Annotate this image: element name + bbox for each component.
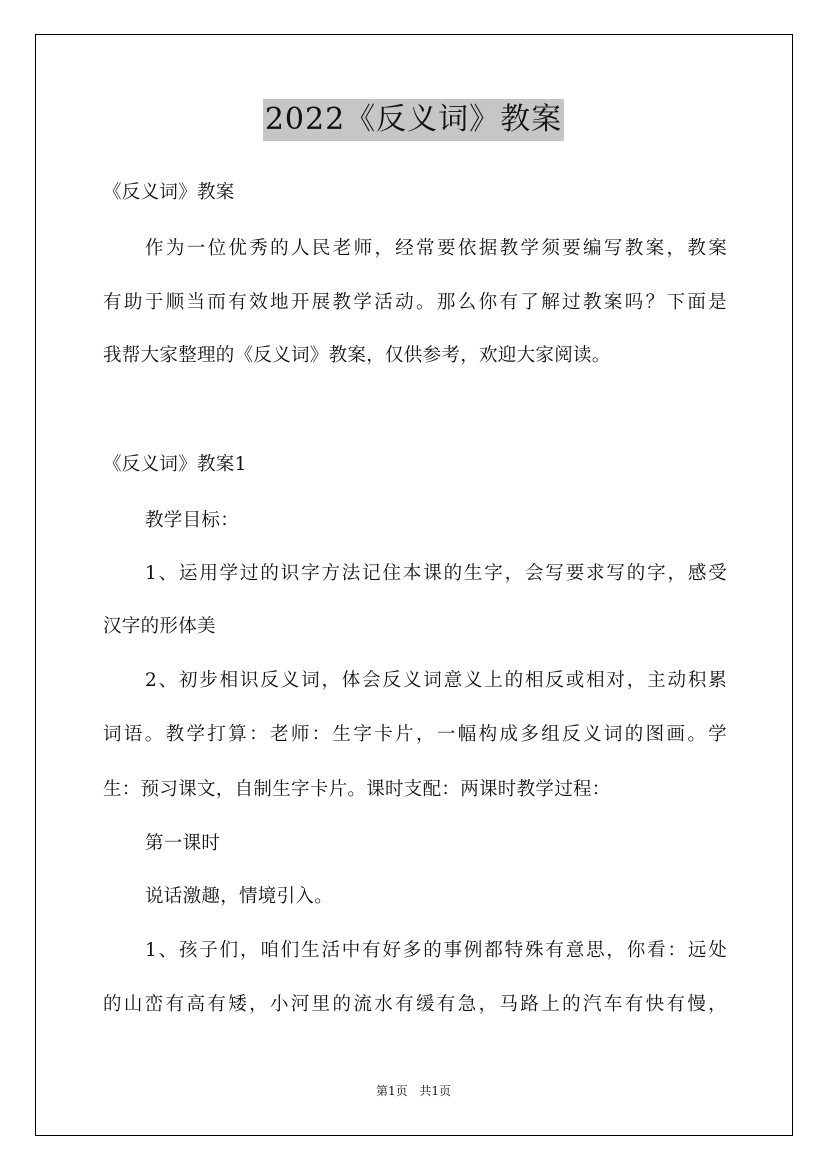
document-title: 2022《反义词》教案 <box>263 99 564 141</box>
paragraph-line: 汉字的形体美 <box>103 616 216 637</box>
page-number: 第1页 <box>375 1084 408 1098</box>
title-container <box>0 99 827 141</box>
paragraph-line: 说话激趣，情境引入。 <box>145 886 334 907</box>
paragraph-line: 我帮大家整理的《反义词》教案，仅供参考，欢迎大家阅读。 <box>103 345 611 366</box>
paragraph-line: 生：预习课文，自制生字卡片。课时支配：两课时教学过程： <box>103 779 611 800</box>
page-footer <box>0 1082 827 1099</box>
paragraph-line: 1、孩子们，咱们生活中有好多的事例都特殊有意思，你看：远处 <box>145 940 727 961</box>
paragraph-line: 教学目标： <box>145 510 240 531</box>
paragraph-line: 作为一位优秀的人民老师，经常要依据教学须要编写教案，教案 <box>145 238 727 259</box>
paragraph-line: 1、运用学过的识字方法记住本课的生字，会写要求写的字，感受 <box>145 563 727 584</box>
section-heading: 《反义词》教案1 <box>103 454 247 475</box>
page-total: 共1页 <box>419 1084 452 1098</box>
paragraph-line: 词语。教学打算：老师：生字卡片，一幅构成多组反义词的图画。学 <box>103 724 727 745</box>
paragraph-line: 2、初步相识反义词，体会反义词意义上的相反或相对，主动积累 <box>145 670 727 691</box>
paragraph-line: 的山峦有高有矮，小河里的流水有缓有急，马路上的汽车有快有慢， <box>103 994 727 1015</box>
paragraph-line: 第一课时 <box>145 833 221 854</box>
doc-subtitle: 《反义词》教案 <box>103 182 235 203</box>
paragraph-line: 有助于顺当而有效地开展教学活动。那么你有了解过教案吗？下面是 <box>103 292 727 313</box>
